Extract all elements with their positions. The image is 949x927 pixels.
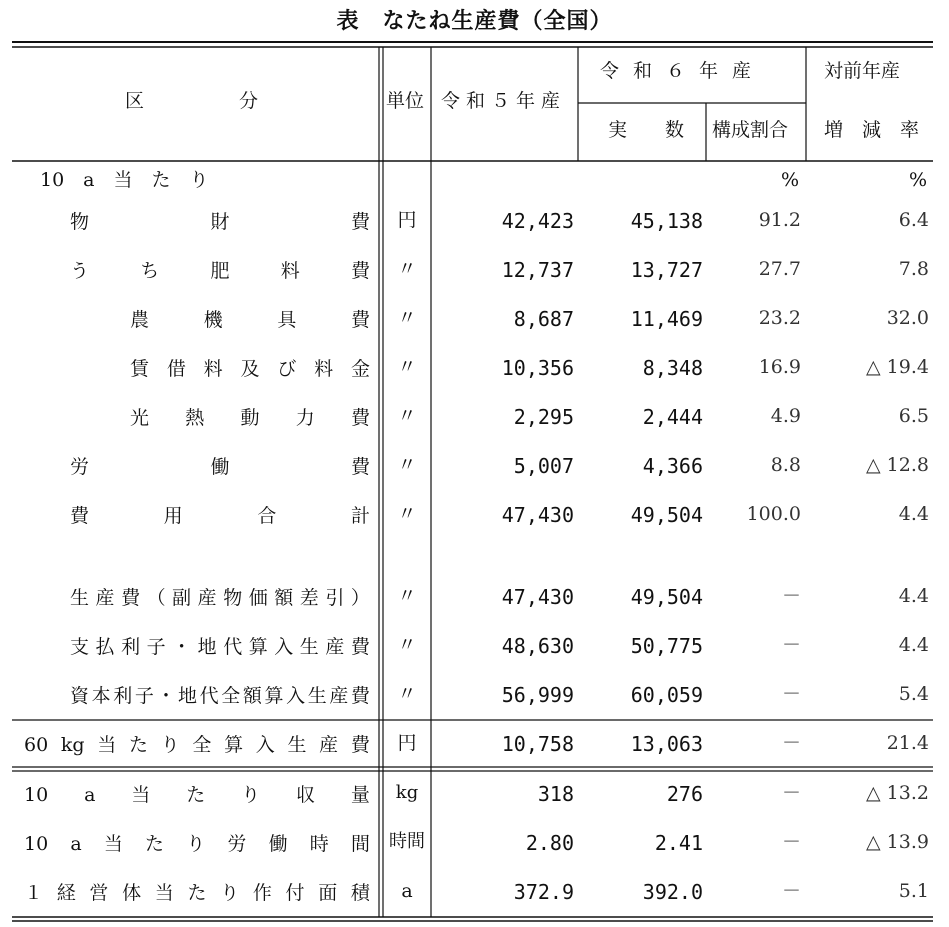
row-label-char: 産 <box>325 635 345 658</box>
row-label-char: kg <box>60 733 85 756</box>
row-label-char: 支 <box>70 635 90 658</box>
row-label-char: り <box>220 881 240 904</box>
header-kubun: 区 分 <box>125 90 259 112</box>
row-label-char: 用 <box>163 504 183 527</box>
row-label-char: 利 <box>121 635 141 658</box>
row-value-r5: 318 <box>537 782 574 806</box>
row-label-char: 費 <box>350 733 370 756</box>
row-label-char: 子 <box>134 684 154 707</box>
row-label-char: り <box>186 832 206 855</box>
row-label-char: 計 <box>350 504 370 527</box>
row-kosei: － <box>781 683 801 705</box>
row-value-r6: 60,059 <box>630 683 703 707</box>
row-label-char: 価 <box>248 586 268 609</box>
header-r6: 令和６年産 <box>600 60 766 82</box>
row-label-char: 財 <box>210 210 230 233</box>
row-unit: 〃 <box>397 634 417 656</box>
document-title: 表 なたね生産費（全国） <box>336 9 613 34</box>
row-label-char: 算 <box>224 733 244 756</box>
row-label-char: （ <box>146 586 166 609</box>
row-label-char: a <box>70 832 82 855</box>
row-label-char: 料 <box>314 357 334 380</box>
row-label-char: 合 <box>257 504 277 527</box>
header-yoy-bottom: 増 減 率 <box>824 119 920 141</box>
row-label-char: 借 <box>166 357 186 380</box>
header-r6-kosei: 構成割合 <box>712 119 789 141</box>
row-label-char: 生 <box>70 586 90 609</box>
row-rate: △ 13.2 <box>866 782 929 804</box>
row-unit: 円 <box>397 209 417 231</box>
row-kosei: 4.9 <box>770 405 801 427</box>
row-value-r5: 2.80 <box>525 831 574 855</box>
rate-percent-unit: % <box>909 169 928 191</box>
row-unit: a <box>401 880 413 902</box>
row-label-char: 当 <box>103 832 123 855</box>
row-rate: 4.4 <box>898 634 929 656</box>
row-label <box>70 211 370 233</box>
row-label <box>130 407 370 429</box>
row-value-r6: 13,063 <box>630 732 703 756</box>
row-value-r5: 5,007 <box>513 454 574 478</box>
row-label-char: 金 <box>350 357 370 380</box>
row-label-char: 産 <box>319 733 339 756</box>
row-label-char: 費 <box>350 635 370 658</box>
row-rate: △ 19.4 <box>866 356 929 378</box>
row-value-r6: 49,504 <box>630 585 703 609</box>
row-label-char: 地 <box>197 635 217 658</box>
row-label-char: た <box>187 881 207 904</box>
row-label-char: う <box>70 259 90 282</box>
row-kosei: － <box>781 831 801 853</box>
row-label-char: 産 <box>95 586 115 609</box>
row-unit: kg <box>395 782 419 803</box>
row-label-char: 料 <box>280 259 300 282</box>
row-label-char: 費 <box>350 406 370 429</box>
row-label <box>70 685 370 707</box>
row-label-char: 体 <box>122 881 142 904</box>
row-rate: △ 12.8 <box>866 454 929 476</box>
row-unit: 〃 <box>397 503 417 525</box>
row-unit: 時間 <box>389 831 425 852</box>
row-label-char: 費 <box>121 586 141 609</box>
row-label-char: た <box>128 733 148 756</box>
row-label-char: り <box>241 783 261 806</box>
row-value-r6: 11,469 <box>630 307 703 331</box>
row-label-char: 当 <box>97 733 117 756</box>
row-value-r6: 276 <box>666 782 703 806</box>
row-value-r6: 13,727 <box>630 258 703 282</box>
row-label-char: 費 <box>70 504 90 527</box>
row-label <box>130 358 370 380</box>
row-rate: 32.0 <box>886 307 929 329</box>
row-kosei: － <box>781 585 801 607</box>
row-rate: 5.1 <box>898 880 929 902</box>
row-label-char: 額 <box>274 586 294 609</box>
row-value-r5: 10,356 <box>501 356 574 380</box>
row-label-char: 10 <box>24 783 49 806</box>
row-label-char: 費 <box>350 308 370 331</box>
row-kosei: 100.0 <box>746 503 801 525</box>
row-label-char: 全 <box>221 684 241 707</box>
row-label <box>24 882 370 904</box>
row-label-char: 代 <box>199 684 219 707</box>
row-value-r5: 48,630 <box>501 634 574 658</box>
row-label-char: ・ <box>156 684 176 707</box>
row-label-char: 労 <box>70 455 90 478</box>
row-label-char: 差 <box>299 586 319 609</box>
section-label-10a: 10 a 当 た り <box>40 169 209 191</box>
row-label-char: 力 <box>295 406 315 429</box>
row-label-char: 及 <box>240 357 260 380</box>
row-value-r6: 45,138 <box>630 209 703 233</box>
row-label <box>70 636 370 658</box>
row-label-char: た <box>186 783 206 806</box>
header-r6-jissu: 実 数 <box>608 119 685 141</box>
row-label-char: 経 <box>56 881 76 904</box>
row-label <box>24 833 370 855</box>
row-label-char: 物 <box>70 210 90 233</box>
row-label-char: 10 <box>24 832 49 855</box>
row-label-char: 肥 <box>210 259 230 282</box>
row-label-char: 入 <box>255 733 275 756</box>
header-r5: 令和５年産 <box>441 90 567 112</box>
row-rate: 4.4 <box>898 585 929 607</box>
row-value-r5: 42,423 <box>501 209 574 233</box>
row-label-char: 面 <box>318 881 338 904</box>
row-label-char: 算 <box>248 635 268 658</box>
row-label-char: 払 <box>95 635 115 658</box>
row-label <box>130 309 370 331</box>
row-unit: 〃 <box>397 356 417 378</box>
row-label-char: 営 <box>89 881 109 904</box>
kosei-percent-unit: % <box>781 169 800 191</box>
row-label-char: 賃 <box>130 357 150 380</box>
row-rate: 4.4 <box>898 503 929 525</box>
row-label <box>70 260 370 282</box>
row-rate: 7.8 <box>898 258 929 280</box>
row-label-char: 費 <box>350 259 370 282</box>
row-label-char: 全 <box>192 733 212 756</box>
row-label-char: 算 <box>264 684 284 707</box>
row-label <box>70 505 370 527</box>
row-value-r6: 50,775 <box>630 634 703 658</box>
row-value-r6: 2.41 <box>654 831 703 855</box>
row-value-r6: 49,504 <box>630 503 703 527</box>
row-label-char: ） <box>350 586 370 609</box>
row-value-r5: 372.9 <box>513 880 574 904</box>
row-label-char: 費 <box>350 210 370 233</box>
row-label-char: 引 <box>325 586 345 609</box>
row-value-r5: 47,430 <box>501 585 574 609</box>
row-value-r6: 4,366 <box>642 454 703 478</box>
row-value-r6: 8,348 <box>642 356 703 380</box>
row-label-char: 量 <box>350 783 370 806</box>
header-unit: 単位 <box>386 90 425 112</box>
row-label-char: 本 <box>91 684 111 707</box>
row-label-char: 地 <box>178 684 198 707</box>
row-rate: 6.4 <box>898 209 929 231</box>
row-label-char: 光 <box>130 406 150 429</box>
row-label-char: 副 <box>172 586 192 609</box>
row-label-char: 労 <box>227 832 247 855</box>
row-unit: 〃 <box>397 405 417 427</box>
row-value-r5: 10,758 <box>501 732 574 756</box>
row-label-char: ・ <box>172 635 192 658</box>
row-unit: 〃 <box>397 307 417 329</box>
row-label <box>70 456 370 478</box>
row-label-char: 機 <box>203 308 223 331</box>
row-label-char: 代 <box>223 635 243 658</box>
row-label-char: 間 <box>350 832 370 855</box>
row-label <box>70 587 370 609</box>
header-yoy-top: 対前年産 <box>824 60 901 82</box>
row-label-char: 当 <box>131 783 151 806</box>
row-unit: 円 <box>397 732 417 754</box>
row-label-char: 費 <box>350 684 370 707</box>
row-value-r5: 47,430 <box>501 503 574 527</box>
row-label-char: ち <box>140 259 160 282</box>
row-label-char: 熱 <box>185 406 205 429</box>
row-unit: 〃 <box>397 585 417 607</box>
row-label-char: た <box>145 832 165 855</box>
row-value-r5: 56,999 <box>501 683 574 707</box>
row-label-char: 働 <box>210 455 230 478</box>
row-label-char: り <box>160 733 180 756</box>
row-label-char: 子 <box>146 635 166 658</box>
row-rate: △ 13.9 <box>866 831 929 853</box>
row-label-char: 積 <box>350 881 370 904</box>
row-label-char: 入 <box>274 635 294 658</box>
row-label-char: 働 <box>268 832 288 855</box>
row-label-char: 生 <box>299 635 319 658</box>
row-unit: 〃 <box>397 683 417 705</box>
row-label-char: 利 <box>113 684 133 707</box>
row-kosei: 23.2 <box>758 307 801 329</box>
row-label-char: 動 <box>240 406 260 429</box>
row-rate: 21.4 <box>886 732 929 754</box>
row-label-char: 具 <box>277 308 297 331</box>
row-unit: 〃 <box>397 454 417 476</box>
row-unit: 〃 <box>397 258 417 280</box>
row-label-char: 生 <box>307 684 327 707</box>
row-label-char: 付 <box>285 881 305 904</box>
row-label-char: 60 <box>24 733 49 756</box>
row-value-r5: 2,295 <box>513 405 574 429</box>
row-label-char: 当 <box>154 881 174 904</box>
row-label-char: 時 <box>309 832 329 855</box>
row-kosei: 27.7 <box>758 258 801 280</box>
row-label-char: 作 <box>252 881 272 904</box>
row-value-r6: 2,444 <box>642 405 703 429</box>
row-value-r6: 392.0 <box>642 880 703 904</box>
row-kosei: － <box>781 732 801 754</box>
row-label-char: 収 <box>296 783 316 806</box>
row-label-char: 額 <box>242 684 262 707</box>
row-label-char: 農 <box>130 308 150 331</box>
row-label-char: 入 <box>286 684 306 707</box>
row-label-char: 産 <box>329 684 349 707</box>
row-label-char: び <box>277 357 297 380</box>
row-kosei: 8.8 <box>770 454 801 476</box>
row-kosei: 91.2 <box>758 209 801 231</box>
row-rate: 6.5 <box>898 405 929 427</box>
row-label-char: 料 <box>203 357 223 380</box>
row-label <box>24 734 370 756</box>
row-label-char: 資 <box>70 684 90 707</box>
row-label-char: １ <box>24 881 44 904</box>
row-label-char: 生 <box>287 733 307 756</box>
row-label <box>24 784 370 806</box>
row-kosei: 16.9 <box>758 356 801 378</box>
row-kosei: － <box>781 880 801 902</box>
row-label-char: 費 <box>350 455 370 478</box>
row-kosei: － <box>781 782 801 804</box>
row-rate: 5.4 <box>898 683 929 705</box>
row-label-char: 産 <box>197 586 217 609</box>
row-value-r5: 12,737 <box>501 258 574 282</box>
row-value-r5: 8,687 <box>513 307 574 331</box>
row-label-char: a <box>84 783 96 806</box>
row-kosei: － <box>781 634 801 656</box>
row-label-char: 物 <box>223 586 243 609</box>
